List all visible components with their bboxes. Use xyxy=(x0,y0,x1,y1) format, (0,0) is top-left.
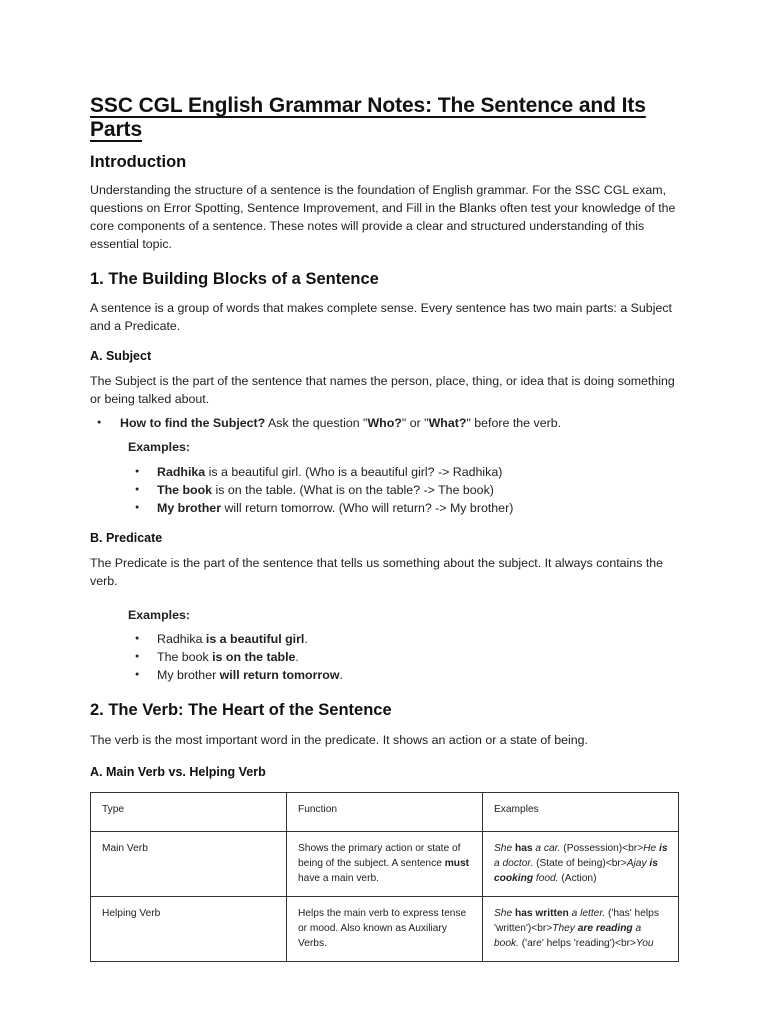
examples-cell xyxy=(483,897,679,962)
example-predicate: is a beautiful girl xyxy=(205,632,305,646)
section1-paragraph: A sentence is a group of words that makes complete sense. Every sentence has two main parts: a Subject and a Predicate. xyxy=(90,301,672,333)
how-to-find-label: How to find the Subject? xyxy=(120,416,266,430)
verb-table xyxy=(90,792,679,962)
list-item xyxy=(128,481,678,499)
example-run: a book. xyxy=(494,923,642,949)
example-run: They xyxy=(552,923,578,934)
period: . xyxy=(339,668,343,682)
intro-paragraph: Understanding the structure of a sentence is the foundation of English grammar. For the SSC CGL exam, questions on Error Spotting, Sentence Improvement, and Fill in the Blanks often test your knowledge of the core components of a sentence. These notes will provide a clear and structured understanding of this essential topic. xyxy=(90,183,676,251)
example-subject: Radhika xyxy=(157,632,206,646)
intro-heading: Introduction xyxy=(90,153,187,171)
example-subject: Radhika xyxy=(157,465,206,479)
who-question: Who? xyxy=(367,416,402,430)
column-header: Function xyxy=(287,793,483,832)
examples-label: Examples: xyxy=(128,608,190,622)
example-rest: will return tomorrow. (Who will return? -> My brother) xyxy=(221,501,514,515)
example-subject: My brother xyxy=(157,501,222,515)
example-run: She xyxy=(494,908,515,919)
example-predicate: will return tomorrow xyxy=(219,668,340,682)
example-run: She xyxy=(494,843,515,854)
column-header: Examples xyxy=(483,793,679,832)
example-run: (Possession)<br> xyxy=(560,843,644,854)
page-title: SSC CGL English Grammar Notes: The Sentence and Its Parts xyxy=(90,94,646,141)
verb-types-heading: A. Main Verb vs. Helping Verb xyxy=(90,765,266,779)
section1-heading: 1. The Building Blocks of a Sentence xyxy=(90,270,379,288)
subject-examples-block xyxy=(90,438,678,517)
text-fragment: have a main verb. xyxy=(298,873,379,884)
text-fragment: " before the verb. xyxy=(466,416,562,430)
example-run: has written xyxy=(514,908,569,919)
list-item xyxy=(128,499,678,517)
example-run: ('has' helps 'written')<br> xyxy=(494,908,659,934)
subject-heading: A. Subject xyxy=(90,349,152,363)
list-item xyxy=(90,414,678,432)
predicate-examples-list xyxy=(128,630,678,684)
example-run: Ajay xyxy=(626,858,650,869)
type-cell: Main Verb xyxy=(91,832,287,897)
example-run: has xyxy=(514,843,533,854)
example-predicate: is on the table xyxy=(212,650,296,664)
example-run: (Action) xyxy=(558,873,597,884)
period: . xyxy=(304,632,308,646)
subject-bullets xyxy=(90,414,678,432)
type-cell: Helping Verb xyxy=(91,897,287,962)
table-row xyxy=(91,897,679,962)
example-subject: My brother xyxy=(157,668,220,682)
example-run: food. xyxy=(533,873,559,884)
list-item xyxy=(128,666,678,684)
examples-cell xyxy=(483,832,679,897)
example-run: He xyxy=(643,843,659,854)
section2-heading: 2. The Verb: The Heart of the Sentence xyxy=(90,701,392,719)
predicate-examples-block xyxy=(90,606,678,684)
text-fragment: " or " xyxy=(401,416,429,430)
subject-examples-list xyxy=(128,463,678,517)
example-run: a doctor. xyxy=(494,858,534,869)
list-item xyxy=(128,630,678,648)
example-run: is xyxy=(659,843,668,854)
text-fragment: Shows the primary action or state of being of the subject. A sentence xyxy=(298,843,461,869)
example-run: are reading xyxy=(577,923,633,934)
table-row xyxy=(91,832,679,897)
example-run: ('are' helps 'reading')<br> xyxy=(518,938,636,949)
example-rest: is on the table. (What is on the table? -> The book) xyxy=(212,483,494,497)
function-cell xyxy=(287,832,483,897)
list-item xyxy=(128,648,678,666)
column-header: Type xyxy=(91,793,287,832)
table-header-row xyxy=(91,793,679,832)
example-run: (State of being)<br> xyxy=(533,858,627,869)
function-cell: Helps the main verb to express tense or mood. Also known as Auxiliary Verbs. xyxy=(287,897,483,962)
subject-paragraph: The Subject is the part of the sentence that names the person, place, thing, or idea that is doing something or being talked about. xyxy=(90,374,675,406)
example-run: You xyxy=(636,938,654,949)
period: . xyxy=(295,650,299,664)
example-run: a car. xyxy=(532,843,561,854)
predicate-heading: B. Predicate xyxy=(90,531,163,545)
example-rest: is a beautiful girl. (Who is a beautiful girl? -> Radhika) xyxy=(205,465,503,479)
what-question: What? xyxy=(428,416,467,430)
emphasis: must xyxy=(444,858,470,869)
example-subject: The book xyxy=(157,650,213,664)
predicate-paragraph: The Predicate is the part of the sentence that tells us something about the subject. It always contains the verb. xyxy=(90,556,664,588)
text-fragment: Ask the question " xyxy=(265,416,368,430)
example-subject: The book xyxy=(157,483,213,497)
list-item xyxy=(128,463,678,481)
section2-paragraph: The verb is the most important word in the predicate. It shows an action or a state of being. xyxy=(90,733,588,747)
examples-label: Examples: xyxy=(128,440,190,454)
example-run: a letter. xyxy=(568,908,606,919)
example-run: is cooking xyxy=(494,858,658,884)
